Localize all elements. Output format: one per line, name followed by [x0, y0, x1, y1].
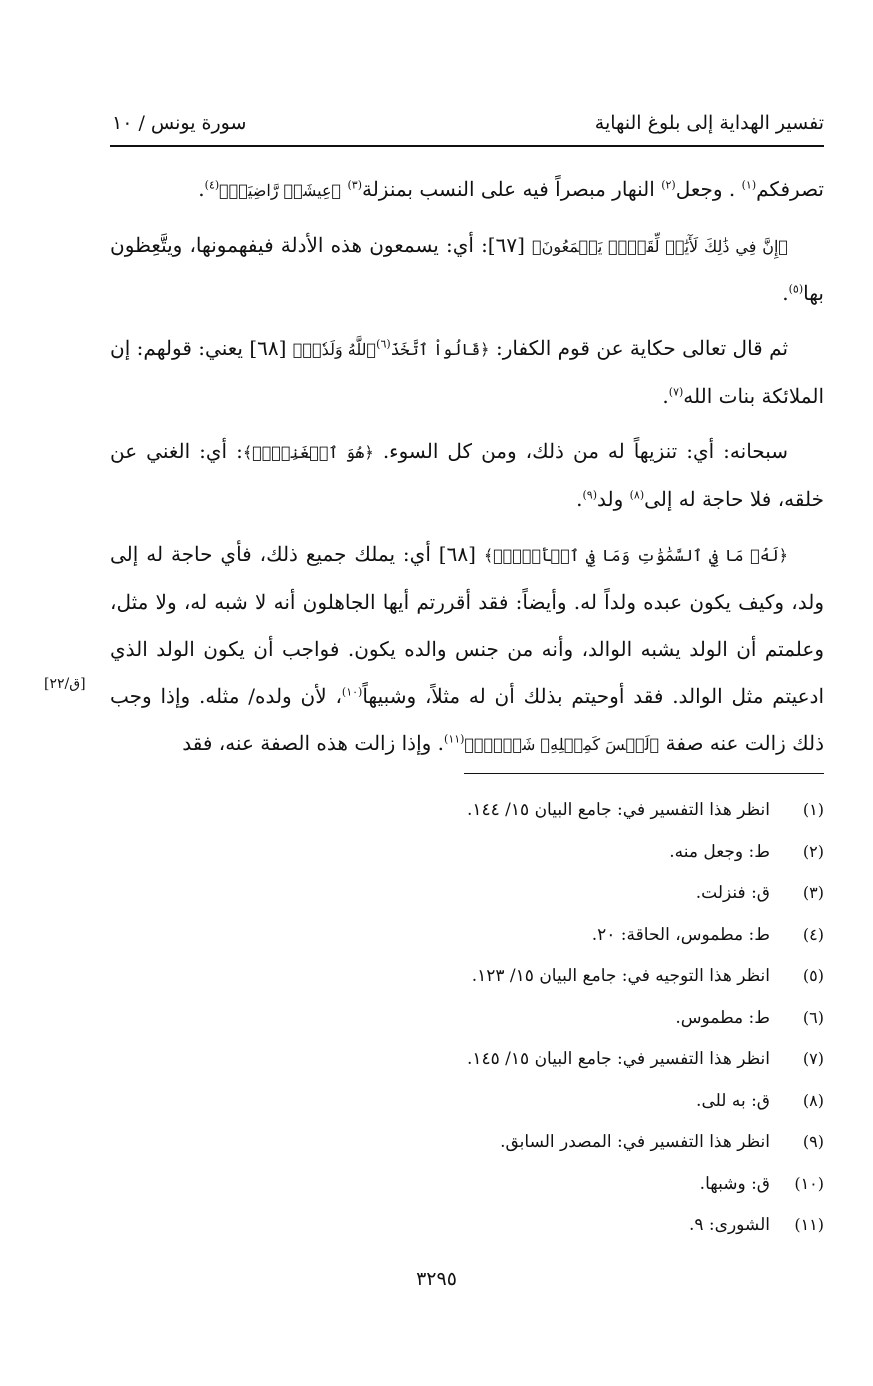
footnote-text: ط: مطموس، الحاقة: ٢٠. [591, 924, 770, 945]
footnote-marker: (١) [741, 178, 757, 192]
footnote-marker: (١٠) [341, 685, 363, 699]
paragraph-2 [110, 222, 824, 317]
footnote [300, 793, 824, 835]
footnote-number: (٨) [802, 1090, 824, 1110]
footnote-marker: (٢) [661, 178, 676, 192]
text-segment: ولد [596, 487, 624, 511]
margin-manuscript-ref: [ق/٢٢] [44, 676, 86, 692]
book-title: تفسير الهداية إلى بلوغ النهاية [594, 112, 824, 134]
text-segment: النهار مبصراً فيه على النسب بمنزلة [361, 177, 655, 201]
quran-quote: ﴿عِيشَةٖ رَّاضِيَةٖ﴾ [219, 181, 342, 200]
header-rule [110, 145, 824, 147]
running-header [112, 112, 824, 142]
page-number: ٣٢٩٥ [416, 1268, 457, 1290]
main-text [110, 166, 824, 776]
footnote-marker: (٤) [204, 178, 220, 192]
text-segment: . [198, 177, 205, 201]
footnote-text: انظر هذا التفسير في: جامع البيان ١٥/ ١٤٤. [466, 800, 770, 820]
footnote-marker: (٩) [582, 488, 597, 502]
footnote [300, 1167, 824, 1209]
text-segment: [٦٨] يعني: قولهم: إن الملائكة بنات الله [110, 336, 824, 408]
footnote-separator [464, 773, 824, 774]
text-segment: : أي: الغني عن خلقه، فلا حاجة له إلى [110, 439, 824, 511]
footnote-text: ق: فنزلت. [695, 883, 770, 903]
paragraph-3 [110, 325, 824, 420]
text-segment: . [782, 281, 789, 305]
text-segment: [٦٧]: أي: يسمعون هذه الأدلة فيفهمونها، ويتَّعِظون بها [110, 233, 824, 305]
footnote-number: (٩) [802, 1132, 824, 1151]
footnote-number: (٦) [802, 1007, 824, 1027]
quran-quote: ﴿قَالُواْ ٱتَّخَذَ [390, 340, 490, 359]
quran-quote: ﴿لَيۡسَ كَمِثۡلِهِۦ شَيۡءٞۖ﴾ [464, 735, 660, 754]
footnote-text: انظر هذا التفسير في: جامع البيان ١٥/ ١٤٥. [466, 1049, 770, 1069]
footnote [300, 959, 824, 1001]
footnote-marker: (٧) [668, 385, 684, 399]
footnote-number: (٢) [802, 841, 824, 861]
footnote-text: انظر هذا التفسير في: المصدر السابق. [500, 1132, 770, 1152]
text-segment: ، لأن ولده/ مثله. وإذا وجب ذلك زالت عنه صفة [110, 684, 824, 755]
footnote-number: (١) [802, 800, 824, 819]
footnote [300, 1084, 824, 1126]
footnote-number: (٤) [802, 924, 824, 944]
quran-quote: ﴿إِنَّ فِي ذَٰلِكَ لَأٓيَٰتٖ لِّقَوۡمٖ يَسۡمَعُونَ﴾ [532, 237, 789, 256]
text-segment: تصرفكم [756, 177, 824, 201]
footnote-text: ط: مطموس. [675, 1007, 770, 1028]
footnote-text: انظر هذا التوجيه في: جامع البيان ١٥/ ١٢٣. [471, 966, 770, 986]
footnote-marker: (٣) [347, 178, 362, 192]
quran-quote: ٱللَّهُ وَلَدٗاۗ﴾ [292, 340, 377, 359]
text-segment: . وإذا زالت هذه الصفة عنه، فقد [182, 731, 445, 755]
text-segment: [٦٨] أي: يملك جميع ذلك، فأي حاجة له إلى ولد، وكيف يكون عبده ولداً له. وأيضاً: فقد أقررتم أيها الجاهلون أنه لا شبه له، ولا مثل، وعلمتم أن الولد يشبه الوالد، وأنه من جنس والده يكون. فواجب أن يكون الولد الذي ادعيتم مثل الوالد. فقد أوحيتم بذلك أن له مثلاً، وشبيهاً [110, 542, 824, 708]
footnote [300, 876, 824, 918]
footnotes-list [300, 793, 824, 1250]
footnote-number: (١٠) [794, 1173, 824, 1193]
footnote-marker: (٥) [788, 282, 804, 296]
text-segment: . [576, 487, 583, 511]
surah-label: سورة يونس / ١٠ [112, 112, 247, 134]
footnote-number: (٧) [802, 1049, 824, 1068]
paragraph-1 [110, 166, 824, 214]
footnote [300, 1125, 824, 1167]
footnote-number: (١١) [794, 1215, 824, 1234]
footnote [300, 1001, 824, 1043]
footnote-text: ط: وجعل منه. [669, 841, 770, 862]
footnote-marker: (٦) [376, 337, 391, 351]
footnote [300, 1042, 824, 1084]
footnote-number: (٣) [802, 883, 824, 902]
footnote-text: الشورى: ٩. [688, 1215, 770, 1235]
footnote [300, 1208, 824, 1250]
paragraph-4 [110, 428, 824, 523]
footnote-marker: (١١) [444, 732, 465, 746]
footnote-text: ق: وشبها. [699, 1173, 770, 1194]
quran-quote: ﴿هُوَ ٱلۡغَنِيُّۖ﴾ [242, 443, 374, 462]
text-segment: . [662, 384, 669, 408]
footnote-marker: (٨) [629, 488, 645, 502]
text-segment: . وجعل [675, 177, 736, 201]
footnote-number: (٥) [802, 966, 824, 985]
text-segment: سبحانه: أي: تنزيهاً له من ذلك، ومن كل السوء. [382, 439, 788, 463]
footnote [300, 918, 824, 960]
text-segment: ثم قال تعالى حكاية عن قوم الكفار: [495, 336, 789, 360]
footnote [300, 835, 824, 877]
quran-quote: ﴿لَهُۥ مَا فِي ٱلسَّمَٰوَٰتِ وَمَا فِي ٱلۡأَرۡضِۚ﴾ [483, 546, 789, 565]
paragraph-5 [110, 531, 824, 768]
footnote-text: ق: به للى. [696, 1090, 770, 1111]
